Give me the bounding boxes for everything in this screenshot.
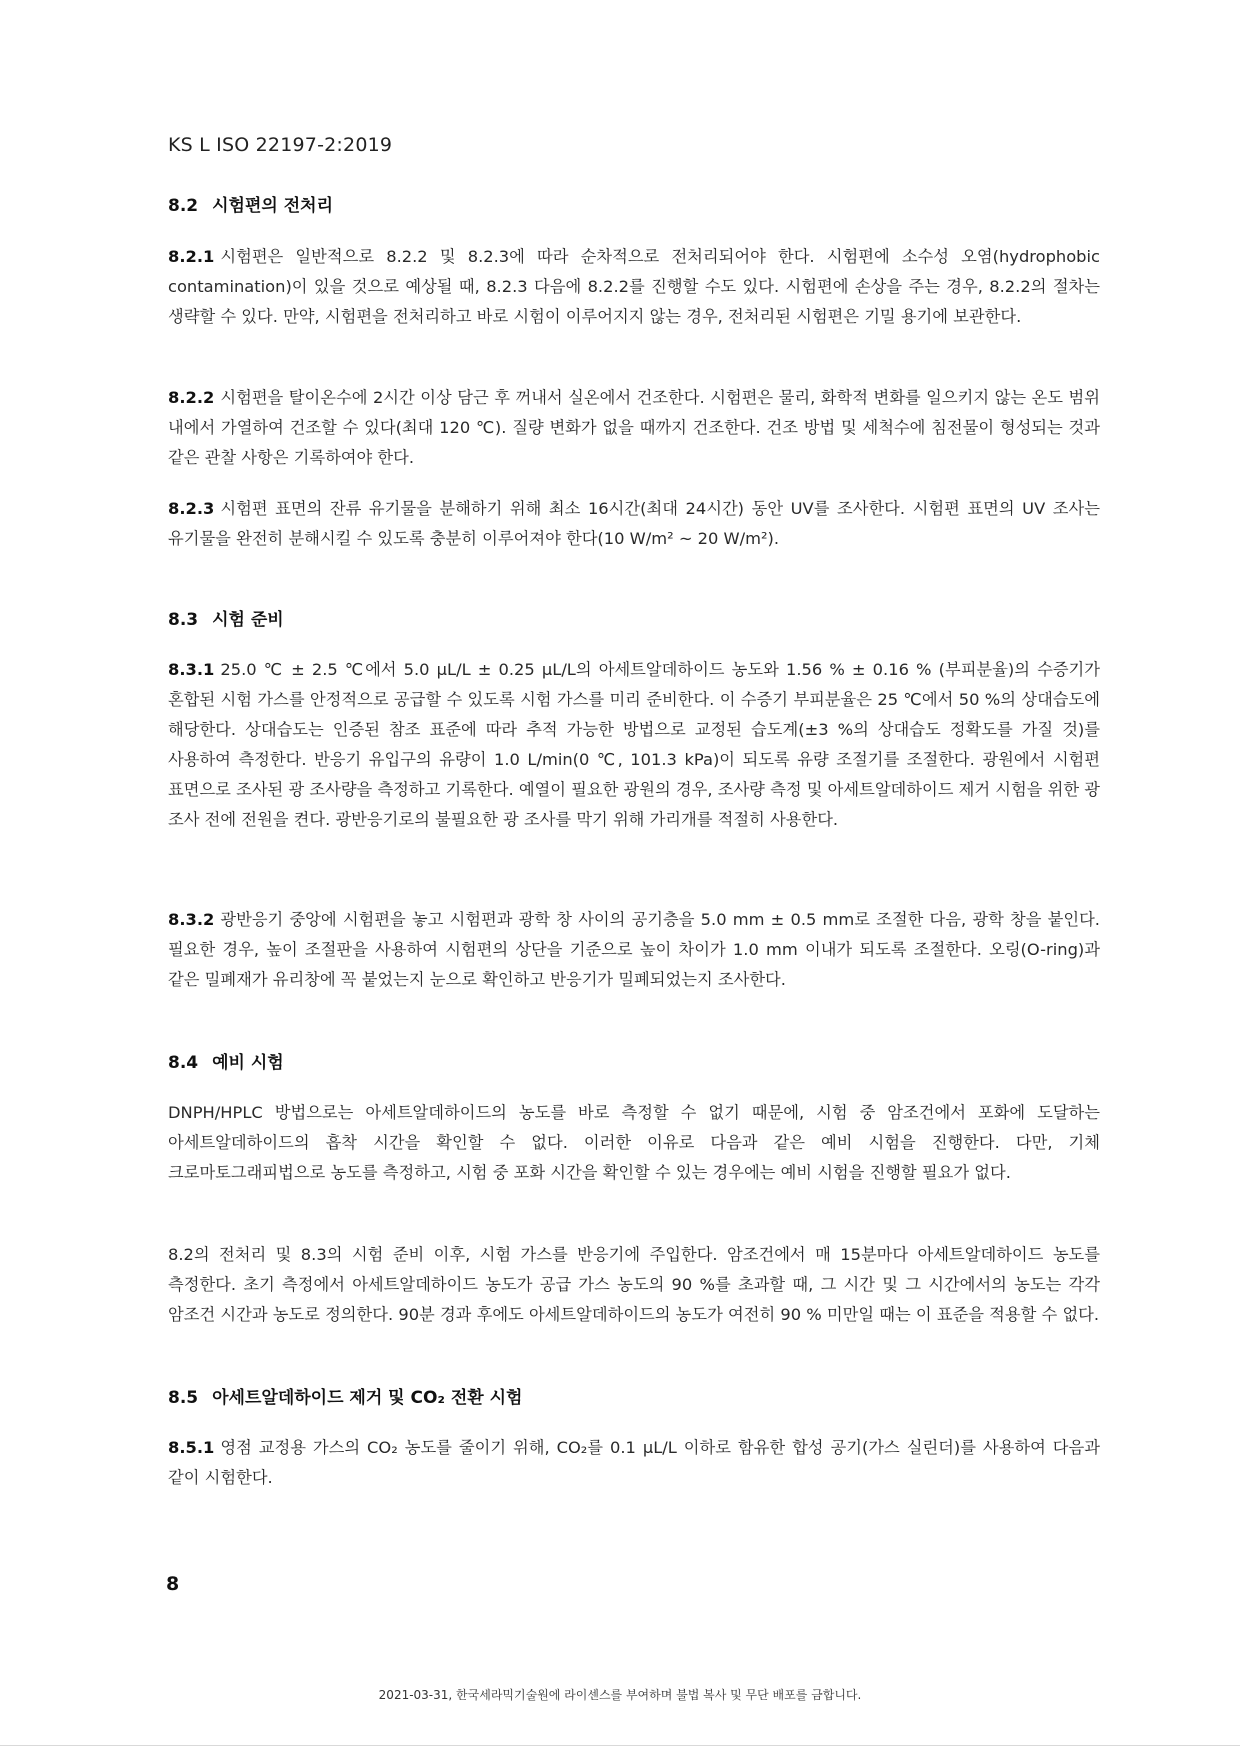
clause-text: 광반응기 중앙에 시험편을 놓고 시험편과 광학 창 사이의 공기층을 5.0 mm ± 0.5 mm로 조절한 다음, 광학 창을 붙인다. 필요한 경우, 높이 조절판을 사용하여 시험편의 상단을 기준으로 높이 차이가 1.0 mm 이내가 되도록 조절한다. 오링(O-ring)과 같은 밀폐재가 유리창에 꼭 붙었는지 눈으로 확인하고 반응기가 밀폐되었는지 조사한다. [168,910,1100,989]
paragraph-8-4-intro: DNPH/HPLC 방법으로는 아세트알데하이드의 농도를 바로 측정할 수 없기 때문에, 시험 중 암조건에서 포화에 도달하는 아세트알데하이드의 흡착 시간을 확인할 수 없다. 이러한 이유로 다음과 같은 예비 시험을 진행한다. 다만, 기체 크로마토그래피법으로 농도를 측정하고, 시험 중 포화 시간을 확인할 수 있는 경우에는 예비 시험을 진행할 필요가 없다. [168,1103,1100,1182]
section-number: 8.3 [168,610,199,630]
clause-number: 8.5.1 [168,1438,215,1457]
paragraph-8-3-1 [168,655,1100,835]
license-footer: 2021-03-31, 한국세라믹기술원에 라이센스를 부여하며 불법 복사 및 무단 배포를 금합니다. [378,1688,862,1702]
section-number: 8.5 [168,1388,199,1408]
clause-number: 8.2.1 [168,247,215,266]
page-number: 8 [166,1573,180,1595]
section-title: 예비 시험 [212,1053,284,1073]
paragraph-8-2-2 [168,383,1100,473]
clause-text: 25.0 ℃ ± 2.5 ℃에서 5.0 μL/L ± 0.25 μL/L의 아세트알데하이드 농도와 1.56 % ± 0.16 % (부피분율)의 수증기가 혼합된 시험 가스를 안정적으로 공급할 수 있도록 시험 가스를 미리 준비한다. 이 수증기 부피분율은 25 ℃에서 50 %의 상대습도에 해당한다. 상대습도는 인증된 참조 표준에 따라 추적 가능한 방법으로 교정된 습도계(±3 %의 상대습도 정확도를 가질 것)를 사용하여 측정한다. 반응기 유입구의 유량이 1.0 L/min(0 ℃, 101.3 kPa)이 되도록 유량 조절기를 조절한다. 광원에서 시험편 표면으로 조사된 광 조사량을 측정하고 기록한다. 예열이 필요한 광원의 경우, 조사량 측정 및 아세트알데하이드 제거 시험을 위한 광 조사 전에 전원을 켠다. 광반응기로의 불필요한 광 조사를 막기 위해 가리개를 적절히 사용한다. [168,660,1100,829]
section-title: 아세트알데하이드 제거 및 CO₂ 전환 시험 [212,1388,523,1408]
paragraph-8-3-2 [168,905,1100,995]
section-title: 시험편의 전처리 [212,196,333,216]
section-title: 시험 준비 [212,610,284,630]
paragraph-8-2-3 [168,494,1100,554]
clause-number: 8.3.1 [168,660,215,679]
clause-text: 시험편을 탈이온수에 2시간 이상 담근 후 꺼내서 실온에서 건조한다. 시험편은 물리, 화학적 변화를 일으키지 않는 온도 범위 내에서 가열하여 건조할 수 있다(최대 120 ℃). 질량 변화가 없을 때까지 건조한다. 건조 방법 및 세척수에 침전물이 형성되는 것과 같은 관찰 사항은 기록하여야 한다. [168,388,1100,467]
clause-text: 시험편은 일반적으로 8.2.2 및 8.2.3에 따라 순차적으로 전처리되어야 한다. 시험편에 소수성 오염(hydrophobic contamination)이 있을 것으로 예상될 때, 8.2.3 다음에 8.2.2를 진행할 수도 있다. 시험편에 손상을 주는 경우, 8.2.2의 절차는 생략할 수 있다. 만약, 시험편을 전처리하고 바로 시험이 이루어지지 않는 경우, 전처리된 시험편은 기밀 용기에 보관한다. [168,247,1100,326]
section-heading-8-2 [168,191,333,216]
document-id: KS L ISO 22197-2:2019 [168,134,393,156]
paragraph-8-2-1 [168,242,1100,332]
clause-number: 8.2.3 [168,499,215,518]
clause-text: 영점 교정용 가스의 CO₂ 농도를 줄이기 위해, CO₂를 0.1 μL/L 이하로 함유한 합성 공기(가스 실린더)를 사용하여 다음과 같이 시험한다. [168,1438,1100,1487]
section-heading-8-5 [168,1383,522,1408]
clause-text: 시험편 표면의 잔류 유기물을 분해하기 위해 최소 16시간(최대 24시간) 동안 UV를 조사한다. 시험편 표면의 UV 조사는 유기물을 완전히 분해시킬 수 있도록 충분히 이루어져야 한다(10 W/m² ~ 20 W/m²). [168,499,1100,548]
paragraph-8-4-procedure: 8.2의 전처리 및 8.3의 시험 준비 이후, 시험 가스를 반응기에 주입한다. 암조건에서 매 15분마다 아세트알데하이드 농도를 측정한다. 초기 측정에서 아세트알데하이드 농도가 공급 가스 농도의 90 %를 초과할 때, 그 시간 및 그 시간에서의 농도는 각각 암조건 시간과 농도로 정의한다. 90분 경과 후에도 아세트알데하이드의 농도가 여전히 90 % 미만일 때는 이 표준을 적용할 수 없다. [168,1245,1100,1324]
paragraph-8-5-1 [168,1433,1100,1493]
section-heading-8-3 [168,605,284,630]
section-number: 8.2 [168,196,199,216]
section-number: 8.4 [168,1053,199,1073]
clause-number: 8.2.2 [168,388,215,407]
clause-number: 8.3.2 [168,910,215,929]
section-heading-8-4 [168,1048,284,1073]
bottom-divider [0,1745,1240,1746]
